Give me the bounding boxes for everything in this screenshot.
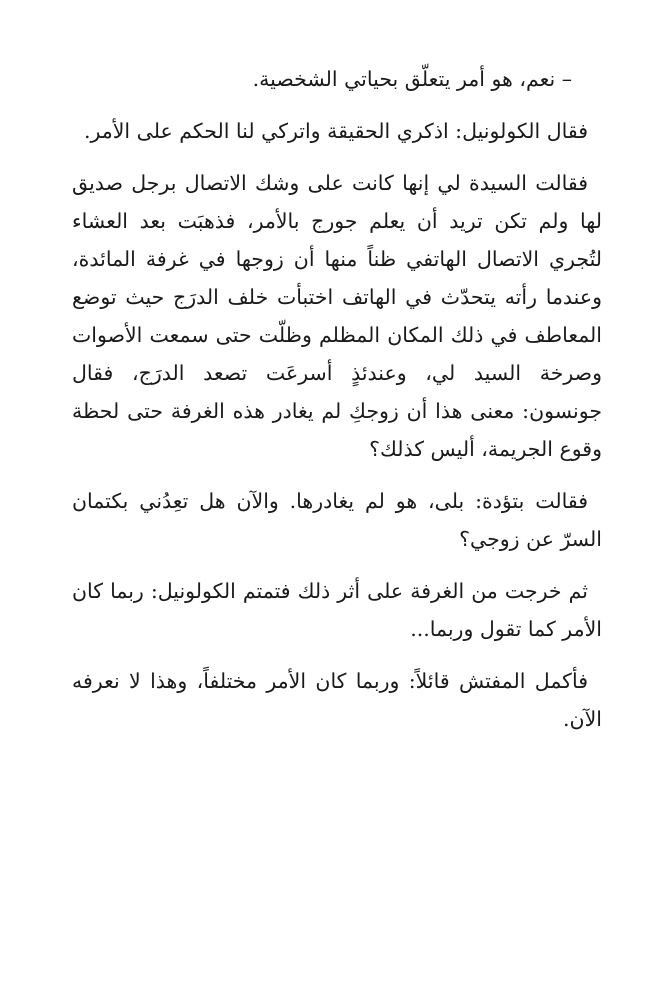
paragraph: فقالت بتؤدة: بلى، هو لم يغادرها. والآن هل تعِدُني بكتمان السرّ عن زوجي؟ (72, 489, 602, 551)
document-body (72, 60, 602, 752)
paragraph: فقالت السيدة لي إنها كانت على وشك الاتصال برجل صديق لها ولم تكن تريد أن يعلم جورج بالأمر، فذهبَت بعد العشاء لتُجري الاتصال الهاتفي ظناً منها أن زوجها في غرفة المائدة، وعندما رأته يتحدّث في الهاتف اختبأت خلف الدرَج حيث توضع المعاطف في ذلك المكان المظلم وظلّت حتى سمعت الأصوات وصرخة السيد لي، وعندئذٍ أسرعَت تصعد الدرَج، فقال جونسون: معنى هذا أن زوجكِ لم يغادر هذه الغرفة حتى لحظة وقوع الجريمة، أليس كذلك؟ (72, 171, 602, 461)
paragraph: – نعم، هو أمر يتعلّق بحياتي الشخصية. (252, 67, 572, 91)
paragraph: فقال الكولونيل: اذكري الحقيقة واتركي لنا الحكم على الأمر. (83, 119, 588, 143)
paragraph: ثم خرجت من الغرفة على أثر ذلك فتمتم الكولونيل: ربما كان الأمر كما تقول وربما... (72, 579, 602, 641)
paragraph: فأكمل المفتش قائلاً: وربما كان الأمر مختلفاً، وهذا لا نعرفه الآن. (72, 669, 602, 731)
